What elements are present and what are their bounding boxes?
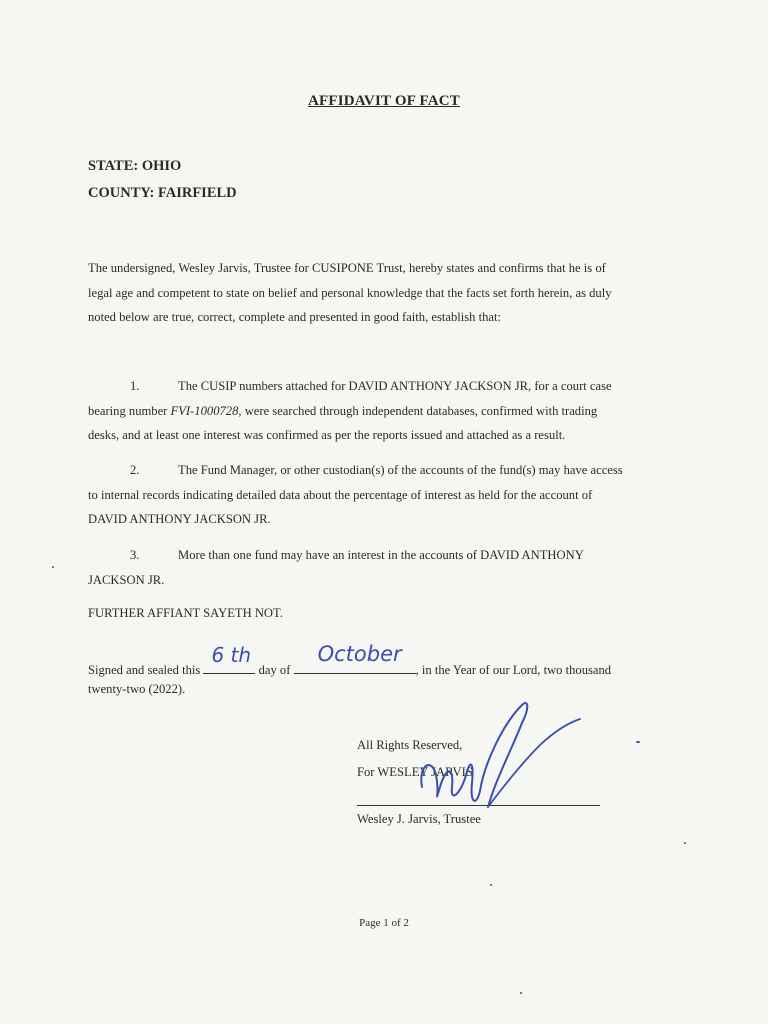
item-number: 1. bbox=[130, 379, 140, 393]
item-text: , were searched through independent databases, confirmed with trading bbox=[238, 403, 598, 418]
intro-line: legal age and competent to state on belief and personal knowledge that the facts set forth herein, as duly bbox=[88, 285, 612, 300]
scan-speck bbox=[52, 566, 54, 568]
signature-scribble bbox=[410, 695, 590, 820]
case-number: FVI-1000728 bbox=[170, 403, 239, 418]
item-2 bbox=[88, 458, 688, 532]
further-affiant: FURTHER AFFIANT SAYETH NOT. bbox=[88, 606, 283, 620]
day-handwriting: 6 th bbox=[211, 643, 252, 667]
item-1 bbox=[88, 374, 688, 448]
signed-prefix: Signed and sealed this bbox=[88, 663, 201, 677]
item-text: DAVID ANTHONY JACKSON JR. bbox=[88, 512, 271, 526]
county-heading: COUNTY: FAIRFIELD bbox=[88, 185, 237, 201]
scan-speck bbox=[490, 884, 492, 886]
intro-line: noted below are true, correct, complete and presented in good faith, establish that: bbox=[88, 310, 501, 324]
day-blank bbox=[203, 643, 255, 674]
item-3 bbox=[88, 543, 688, 592]
intro-line: The undersigned, Wesley Jarvis, Trustee for CUSIPONE Trust, hereby states and confirms that he is of bbox=[88, 261, 606, 275]
item-text: JACKSON JR. bbox=[88, 572, 165, 587]
state-heading: STATE: OHIO bbox=[88, 158, 182, 174]
item-text: desks, and at least one interest was confirmed as per the reports issued and attached as a result. bbox=[88, 428, 566, 442]
item-text: bearing number bbox=[88, 403, 171, 418]
item-text: to internal records indicating detailed data about the percentage of interest as held for the account of bbox=[88, 487, 593, 502]
item-number: 2. bbox=[130, 463, 140, 477]
month-handwriting: October bbox=[317, 642, 402, 666]
scan-speck bbox=[520, 992, 522, 994]
scan-speck bbox=[636, 741, 640, 743]
for-wesley-jarvis: For WESLEY JARVIS bbox=[357, 765, 473, 779]
intro-paragraph bbox=[88, 256, 688, 330]
month-blank bbox=[294, 642, 416, 674]
item-text: More than one fund may have an interest in the accounts of DAVID ANTHONY bbox=[178, 548, 584, 562]
signed-year: twenty-two (2022). bbox=[88, 682, 186, 696]
all-rights-reserved: All Rights Reserved, bbox=[357, 738, 463, 752]
page-number: Page 1 of 2 bbox=[359, 917, 409, 929]
trustee-name: Wesley J. Jarvis, Trustee bbox=[357, 812, 481, 826]
signed-suffix: , in the Year of our Lord, two thousand bbox=[415, 663, 612, 677]
item-text: The Fund Manager, or other custodian(s) of the accounts of the fund(s) may have access bbox=[178, 463, 623, 477]
document-title: AFFIDAVIT OF FACT bbox=[307, 93, 461, 109]
signed-middle: day of bbox=[258, 663, 291, 677]
scan-speck bbox=[684, 842, 686, 844]
item-number: 3. bbox=[130, 548, 140, 562]
item-text: The CUSIP numbers attached for DAVID ANTHONY JACKSON JR, for a court case bbox=[178, 379, 612, 393]
